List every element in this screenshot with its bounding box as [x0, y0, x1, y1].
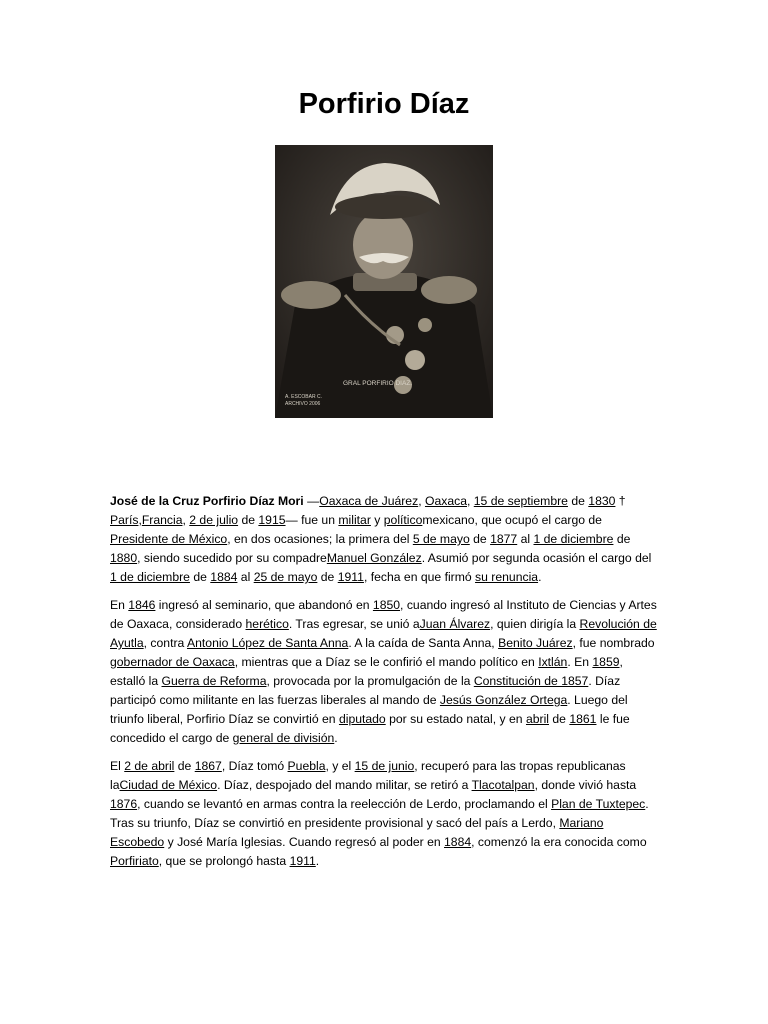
portrait-archive: ARCHIVO 2006: [285, 401, 321, 407]
text-run: En: [110, 598, 129, 612]
inline-link[interactable]: Plan de Tuxtepec: [551, 797, 646, 811]
text-run: . Díaz participó como militante en las fuerzas liberales al mando de: [110, 674, 621, 707]
inline-link[interactable]: Oaxaca de Juárez: [319, 494, 419, 508]
inline-link[interactable]: militar: [338, 513, 371, 527]
text-run: de: [174, 759, 195, 773]
inline-link[interactable]: 1884: [210, 570, 238, 584]
inline-link[interactable]: Juan Álvarez: [419, 617, 491, 631]
portrait-caption: GRAL PORFIRIO DIAZ.: [343, 380, 413, 387]
inline-link[interactable]: Manuel González: [326, 551, 422, 565]
portrait-credit: A. ESCOBAR C.: [285, 394, 322, 400]
inline-link[interactable]: Constitución de 1857: [473, 674, 589, 688]
inline-link[interactable]: Porfiriato: [110, 854, 159, 868]
inline-link[interactable]: 1911: [289, 854, 316, 868]
portrait-photo: [275, 145, 493, 418]
text-run: . Díaz, despojado del mando militar, se retiró a: [217, 778, 472, 792]
text-run: , en dos ocasiones; la primera del: [227, 532, 413, 546]
inline-link[interactable]: Revolución de Ayutla: [110, 617, 657, 650]
inline-link[interactable]: París: [110, 513, 139, 527]
paragraph-3: [110, 757, 658, 871]
text-run: al: [517, 532, 534, 546]
inline-link[interactable]: Mariano Escobedo: [110, 816, 604, 849]
text-run: , fecha en que firmó: [363, 570, 476, 584]
text-run: , contra: [143, 636, 188, 650]
inline-link[interactable]: Presidente de México: [110, 532, 228, 546]
text-run: ,: [466, 494, 474, 508]
inline-link[interactable]: Benito Juárez: [498, 636, 573, 650]
text-run: de: [567, 494, 589, 508]
inline-link[interactable]: 2 de julio: [189, 513, 239, 527]
text-run: y: [370, 513, 384, 527]
text-run: , y el: [325, 759, 355, 773]
inline-link[interactable]: 1876: [110, 797, 138, 811]
text-run: .: [538, 570, 542, 584]
inline-link[interactable]: 1877: [490, 532, 518, 546]
inline-link[interactable]: 15 de septiembre: [473, 494, 568, 508]
inline-link[interactable]: Puebla: [287, 759, 326, 773]
inline-link[interactable]: 1867: [194, 759, 222, 773]
text-run: de: [613, 532, 631, 546]
inline-link[interactable]: herético: [245, 617, 289, 631]
paragraph-2: [110, 596, 658, 748]
text-run: , cuando ingresó al Instituto de Ciencias y Artes de Oaxaca, considerado: [110, 598, 657, 631]
inline-link[interactable]: 1911: [337, 570, 364, 584]
inline-link[interactable]: Jesús González Ortega: [439, 693, 568, 707]
text-run: por su estado natal, y en: [385, 712, 526, 726]
text-run: de: [469, 532, 491, 546]
text-run: , quien dirigía la: [490, 617, 580, 631]
text-run: . Asumió por segunda ocasión el cargo del: [421, 551, 652, 565]
text-run: ,: [138, 513, 142, 527]
text-run: .: [315, 854, 320, 868]
text-run: El: [110, 759, 125, 773]
text-run: le fue concedido el cargo de: [110, 712, 630, 745]
text-run: , cuando se levantó en armas contra la reelección de Lerdo, proclamando el: [137, 797, 552, 811]
inline-link[interactable]: 1915: [258, 513, 286, 527]
text-run: ingresó al seminario, que abandonó en: [155, 598, 373, 612]
inline-link[interactable]: Ixtlán: [538, 655, 568, 669]
inline-link[interactable]: general de división: [232, 731, 335, 745]
text-run: —: [303, 494, 320, 508]
text-run: .: [334, 731, 338, 745]
inline-link[interactable]: Francia: [141, 513, 183, 527]
text-run: . A la caída de Santa Anna,: [348, 636, 499, 650]
inline-link[interactable]: 1859: [592, 655, 620, 669]
portrait-image: [275, 145, 493, 418]
page-title: Porfirio Díaz: [298, 88, 470, 120]
paragraph-1: [110, 492, 658, 587]
inline-link[interactable]: su renuncia: [475, 570, 539, 584]
inline-link[interactable]: Guerra de Reforma: [161, 674, 267, 688]
inline-link[interactable]: Ciudad de México: [119, 778, 218, 792]
text-run: , provocada por la promulgación de la: [266, 674, 474, 688]
text-run: , siendo sucedido por su compadre: [137, 551, 327, 565]
inline-link[interactable]: 1880: [110, 551, 138, 565]
text-run: de: [189, 570, 211, 584]
inline-link[interactable]: 1850: [372, 598, 401, 612]
inline-link[interactable]: abril: [525, 712, 549, 726]
text-run: — fue un: [285, 513, 339, 527]
inline-link[interactable]: 1846: [128, 598, 156, 612]
text-run: ,: [182, 513, 190, 527]
inline-link[interactable]: político: [383, 513, 423, 527]
inline-link[interactable]: gobernador de Oaxaca: [110, 655, 235, 669]
inline-link[interactable]: 1830: [588, 494, 616, 508]
text-run: ,: [418, 494, 425, 508]
article-body: [110, 492, 658, 880]
text-run: , estalló la: [110, 655, 623, 688]
inline-link[interactable]: Oaxaca: [424, 494, 467, 508]
inline-link[interactable]: 1884: [444, 835, 472, 849]
text-run: , fue nombrado: [572, 636, 655, 650]
text-run: . Tras egresar, se unió a: [288, 617, 420, 631]
text-run: . Luego del triunfo liberal, Porfirio Díaz se convirtió en: [110, 693, 628, 726]
text-run: , recuperó para las tropas republicanas la: [110, 759, 626, 792]
text-run: mexicano, que ocupó el cargo de: [422, 513, 602, 527]
text-run: de: [317, 570, 338, 584]
text-run: . En: [567, 655, 593, 669]
text-run: de: [238, 513, 259, 527]
text-run: , donde vivió hasta: [534, 778, 637, 792]
text-run: , comenzó la era conocida como: [471, 835, 647, 849]
text-run: , Díaz tomó: [221, 759, 288, 773]
inline-link[interactable]: diputado: [338, 712, 386, 726]
inline-link[interactable]: 1861: [569, 712, 597, 726]
inline-link[interactable]: Antonio López de Santa Anna: [187, 636, 349, 650]
text-run: , que se prolongó hasta: [158, 854, 290, 868]
inline-link[interactable]: 25 de mayo: [253, 570, 318, 584]
inline-link[interactable]: Tlacotalpan: [471, 778, 535, 792]
inline-link[interactable]: 15 de junio: [354, 759, 415, 773]
text-run: de: [549, 712, 570, 726]
inline-link[interactable]: 5 de mayo: [412, 532, 470, 546]
text-run: y José María Iglesias. Cuando regresó al poder en: [164, 835, 445, 849]
inline-link[interactable]: 2 de abril: [124, 759, 175, 773]
text-run: , mientras que a Díaz se le confirió el mando político en: [234, 655, 539, 669]
text-run: †: [615, 494, 626, 508]
inline-link[interactable]: 1 de diciembre: [110, 570, 190, 584]
bold-name: José de la Cruz Porfirio Díaz Mori: [110, 494, 304, 508]
inline-link[interactable]: 1 de diciembre: [533, 532, 614, 546]
text-run: . Tras su triunfo, Díaz se convirtió en presidente provisional y sacó del país a Lerdo,: [110, 797, 649, 830]
text-run: al: [237, 570, 254, 584]
